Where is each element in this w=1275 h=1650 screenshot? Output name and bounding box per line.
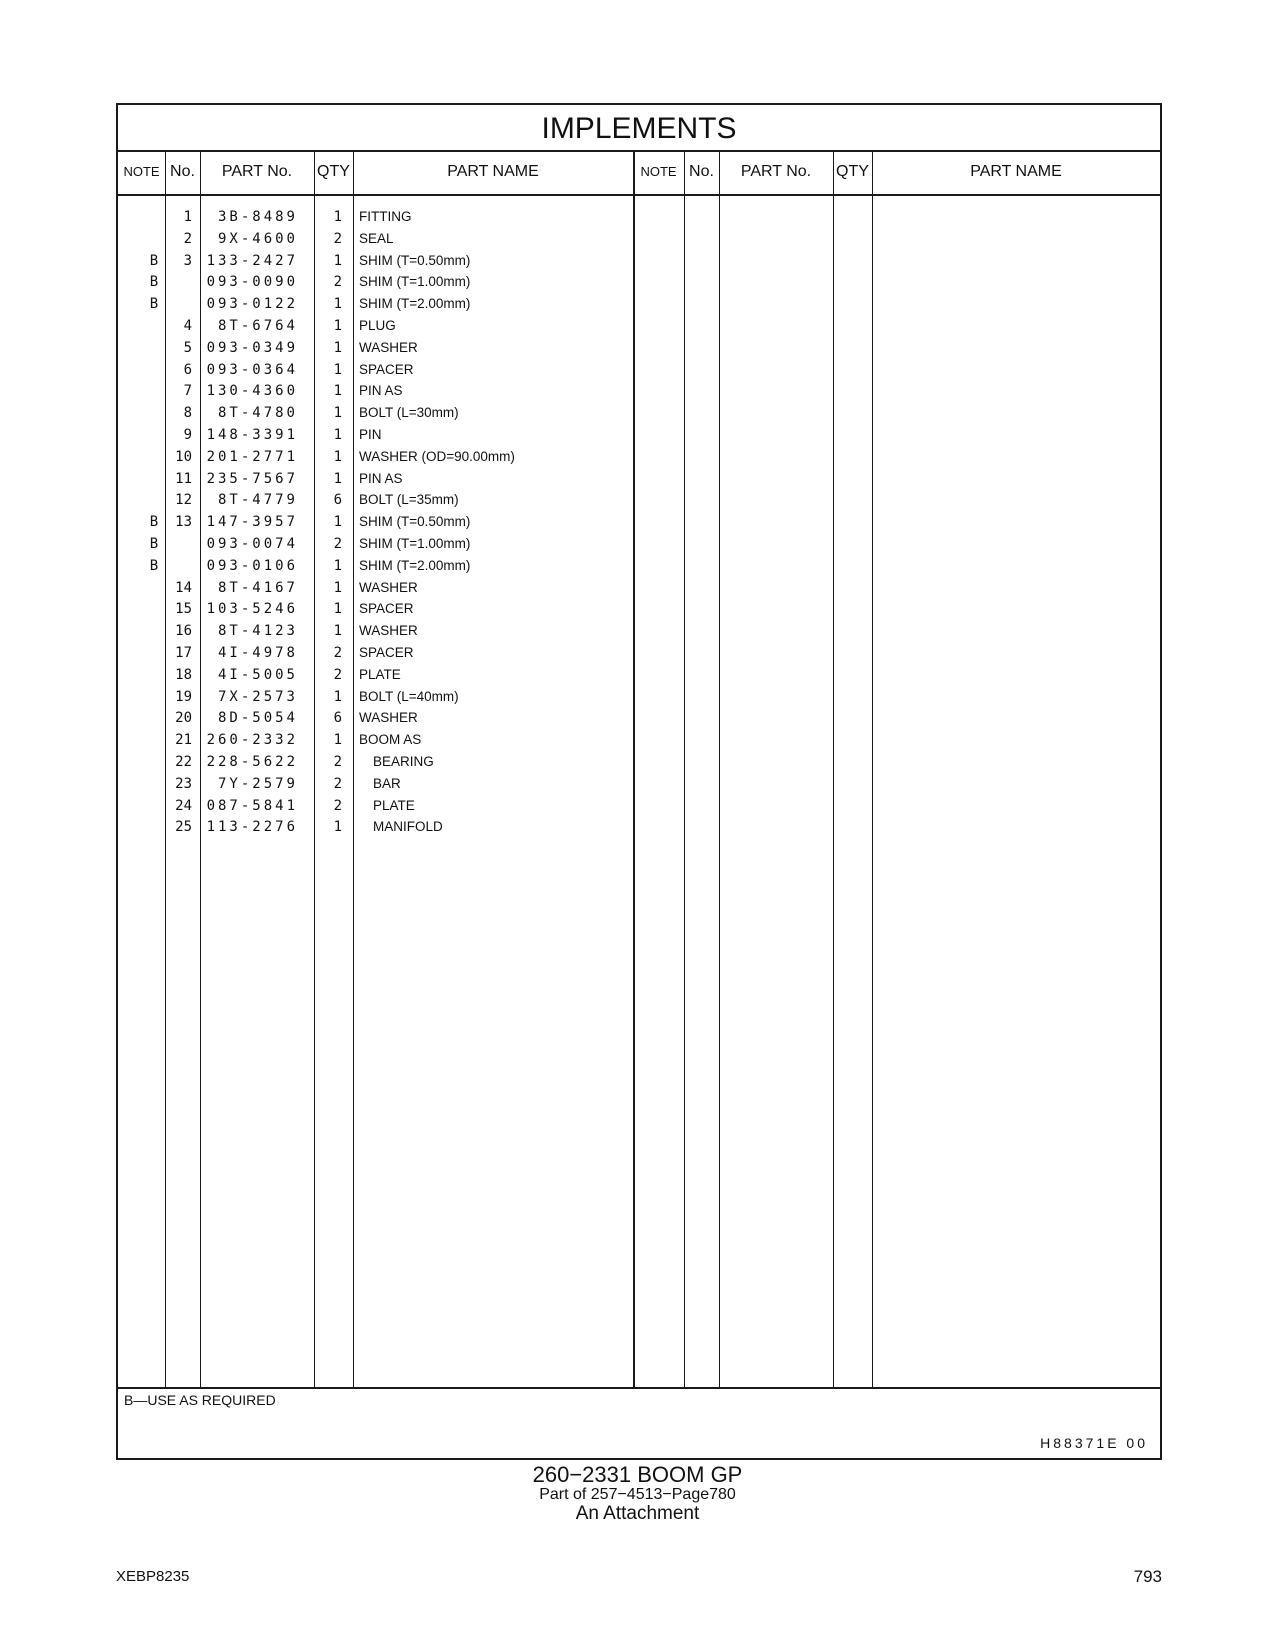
row-quantity: 2 — [333, 645, 342, 661]
table-row — [118, 340, 633, 361]
row-part-number: 113-2276 — [206, 819, 298, 836]
row-part-number: 7Y-2579 — [217, 775, 298, 792]
table-row — [118, 383, 633, 404]
column-divider — [833, 150, 834, 1387]
drawing-code: H88371E 00 — [1040, 1435, 1148, 1451]
table-row — [118, 492, 633, 513]
row-part-name: SPACER — [359, 601, 414, 617]
row-part-name: PLUG — [359, 318, 396, 333]
row-part-name: WASHER (OD=90.00mm) — [359, 448, 515, 464]
row-part-number: 260-2332 — [206, 732, 298, 749]
table-row — [118, 580, 633, 601]
row-quantity: 1 — [333, 688, 342, 705]
row-item-number: 3 — [183, 252, 192, 269]
row-note: B — [149, 536, 159, 552]
table-row — [118, 689, 633, 710]
table-row — [118, 231, 633, 252]
row-item-number: 9 — [183, 427, 192, 443]
row-item-number: 5 — [183, 339, 192, 356]
table-row — [118, 776, 633, 797]
header-note-right: NOTE — [640, 164, 677, 179]
row-quantity: 1 — [333, 427, 342, 443]
row-item-number: 24 — [175, 797, 192, 814]
row-item-number: 11 — [175, 470, 192, 487]
row-part-number: 093-0106 — [206, 557, 298, 574]
row-item-number: 22 — [175, 754, 192, 770]
row-part-name: SHIM (T=0.50mm) — [359, 514, 471, 530]
table-row — [118, 754, 633, 775]
table-row — [118, 819, 633, 840]
row-part-number: 201-2771 — [206, 448, 298, 465]
row-item-number: 19 — [175, 688, 192, 705]
table-row — [118, 645, 633, 666]
table-row — [118, 514, 633, 535]
row-quantity: 1 — [333, 601, 342, 618]
parts-table-frame — [116, 103, 1162, 1460]
row-part-number: 133-2427 — [206, 252, 298, 269]
column-divider — [684, 150, 685, 1387]
row-note: B — [149, 296, 159, 313]
row-quantity: 2 — [333, 754, 342, 770]
row-part-name: SHIM (T=1.00mm) — [359, 274, 471, 290]
row-item-number: 21 — [175, 732, 192, 749]
row-part-name: PIN — [359, 427, 382, 442]
header-no-right: No. — [689, 163, 714, 180]
row-part-name: SHIM (T=2.00mm) — [359, 557, 471, 573]
row-part-number: 130-4360 — [206, 383, 298, 400]
table-row — [118, 798, 633, 819]
row-part-name: SPACER — [359, 361, 414, 377]
row-part-name: BOLT (L=30mm) — [359, 405, 459, 421]
header-partname-right: PART NAME — [970, 163, 1062, 180]
caption-subtitle: Part of 257−4513−Page780 — [539, 1486, 736, 1503]
row-part-name: PIN AS — [359, 470, 403, 486]
footnote: B—USE AS REQUIRED — [124, 1392, 276, 1408]
row-note: B — [149, 557, 159, 574]
row-part-number: 7X-2573 — [217, 688, 298, 705]
header-note-left: NOTE — [123, 164, 160, 179]
row-quantity: 1 — [333, 383, 342, 400]
row-item-number: 7 — [183, 383, 192, 400]
row-quantity: 1 — [333, 557, 342, 574]
row-quantity: 2 — [333, 230, 342, 247]
row-quantity: 1 — [333, 209, 342, 225]
header-partname-left: PART NAME — [447, 163, 539, 180]
row-part-number: 4I-4978 — [217, 645, 298, 661]
row-note: B — [149, 252, 159, 269]
footer-divider — [118, 1387, 1160, 1389]
row-part-name: BOLT (L=35mm) — [359, 492, 459, 508]
row-part-number: 8T-4167 — [217, 579, 298, 596]
table-row — [118, 667, 633, 688]
document-id: XEBP8235 — [116, 1568, 190, 1585]
row-quantity: 1 — [333, 623, 342, 640]
row-quantity: 1 — [333, 361, 342, 378]
table-row — [118, 623, 633, 644]
row-quantity: 1 — [333, 732, 342, 749]
row-part-name: SHIM (T=2.00mm) — [359, 296, 471, 312]
row-item-number: 10 — [175, 448, 192, 465]
row-item-number: 20 — [175, 710, 192, 727]
table-row — [118, 558, 633, 579]
header-partno-right: PART No. — [740, 163, 812, 180]
table-row — [118, 405, 633, 426]
row-part-name: PLATE — [373, 797, 415, 813]
header-partno-left: PART No. — [221, 163, 293, 180]
row-part-name: FITTING — [359, 209, 412, 224]
row-part-name: BAR — [373, 775, 401, 791]
row-part-name: SHIM (T=1.00mm) — [359, 536, 471, 551]
row-part-name: SPACER — [359, 645, 414, 660]
row-item-number: 8 — [183, 405, 192, 422]
row-item-number: 6 — [183, 361, 192, 378]
row-part-number: 8T-4779 — [217, 492, 298, 509]
row-note: B — [149, 514, 159, 531]
row-part-name: PIN AS — [359, 383, 403, 399]
row-part-name: BEARING — [373, 754, 434, 769]
table-title: IMPLEMENTS — [118, 105, 1160, 152]
table-row — [118, 536, 633, 557]
row-part-number: 103-5246 — [206, 601, 298, 618]
row-part-name: SEAL — [359, 230, 394, 246]
row-item-number: 1 — [183, 209, 192, 225]
row-quantity: 1 — [333, 470, 342, 487]
row-part-name: BOLT (L=40mm) — [359, 688, 459, 704]
row-item-number: 4 — [183, 318, 192, 334]
table-row — [118, 296, 633, 317]
row-quantity: 1 — [333, 579, 342, 596]
row-part-name: WASHER — [359, 623, 418, 639]
caption-title: 260−2331 BOOM GP — [532, 1462, 743, 1487]
table-row — [118, 449, 633, 470]
row-part-number: 8T-6764 — [217, 318, 298, 334]
row-quantity: 6 — [333, 492, 342, 509]
row-item-number: 25 — [175, 819, 192, 836]
table-row — [118, 362, 633, 383]
row-item-number: 2 — [183, 230, 192, 247]
row-part-number: 093-0090 — [206, 274, 298, 291]
row-quantity: 1 — [333, 318, 342, 334]
row-part-number: 9X-4600 — [217, 230, 298, 247]
row-part-number: 228-5622 — [206, 754, 298, 770]
row-part-number: 093-0364 — [206, 361, 298, 378]
column-divider — [872, 150, 873, 1387]
row-item-number: 13 — [175, 514, 192, 531]
table-row — [118, 427, 633, 448]
row-quantity: 2 — [333, 536, 342, 552]
row-item-number: 14 — [175, 579, 192, 596]
row-part-number: 3B-8489 — [217, 209, 298, 225]
row-item-number: 12 — [175, 492, 192, 509]
table-row — [118, 471, 633, 492]
row-quantity: 2 — [333, 775, 342, 792]
row-item-number: 23 — [175, 775, 192, 792]
row-part-name: WASHER — [359, 339, 418, 355]
caption-attachment: An Attachment — [575, 1503, 700, 1524]
row-quantity: 2 — [333, 797, 342, 814]
row-quantity: 1 — [333, 514, 342, 531]
row-part-number: 093-0122 — [206, 296, 298, 313]
row-item-number: 17 — [175, 645, 192, 661]
header-qty-right: QTY — [836, 163, 869, 180]
row-quantity: 2 — [333, 666, 342, 683]
row-note: B — [149, 274, 159, 291]
row-part-number: 8T-4780 — [217, 405, 298, 422]
row-item-number: 16 — [175, 623, 192, 640]
row-part-name: BOOM AS — [359, 732, 422, 748]
row-part-name: WASHER — [359, 579, 418, 595]
row-part-number: 4I-5005 — [217, 666, 298, 683]
row-part-number: 8T-4123 — [217, 623, 298, 640]
row-quantity: 1 — [333, 339, 342, 356]
row-part-number: 093-0349 — [206, 339, 298, 356]
row-item-number: 15 — [175, 601, 192, 618]
row-part-name: SHIM (T=0.50mm) — [359, 252, 471, 268]
table-row — [118, 732, 633, 753]
table-row — [118, 274, 633, 295]
row-quantity: 1 — [333, 448, 342, 465]
header-no-left: No. — [170, 163, 195, 180]
column-divider — [633, 150, 635, 1387]
row-quantity: 1 — [333, 819, 342, 836]
row-part-name: MANIFOLD — [373, 819, 443, 835]
row-part-name: PLATE — [359, 666, 401, 682]
row-part-number: 147-3957 — [206, 514, 298, 531]
row-part-number: 087-5841 — [206, 797, 298, 814]
header-qty-left: QTY — [317, 163, 350, 180]
row-part-name: WASHER — [359, 710, 418, 726]
table-row — [118, 710, 633, 731]
row-quantity: 6 — [333, 710, 342, 727]
table-row — [118, 209, 633, 230]
table-row — [118, 318, 633, 339]
row-item-number: 18 — [175, 666, 192, 683]
row-quantity: 1 — [333, 252, 342, 269]
row-quantity: 1 — [333, 405, 342, 422]
table-header — [118, 150, 1160, 196]
column-divider — [719, 150, 720, 1387]
row-quantity: 1 — [333, 296, 342, 313]
row-part-number: 148-3391 — [206, 427, 298, 443]
table-row — [118, 601, 633, 622]
page-number: 793 — [1133, 1567, 1162, 1586]
row-part-number: 8D-5054 — [217, 710, 298, 727]
row-part-number: 093-0074 — [206, 536, 298, 552]
row-part-number: 235-7567 — [206, 470, 298, 487]
row-quantity: 2 — [333, 274, 342, 291]
table-row — [118, 253, 633, 274]
